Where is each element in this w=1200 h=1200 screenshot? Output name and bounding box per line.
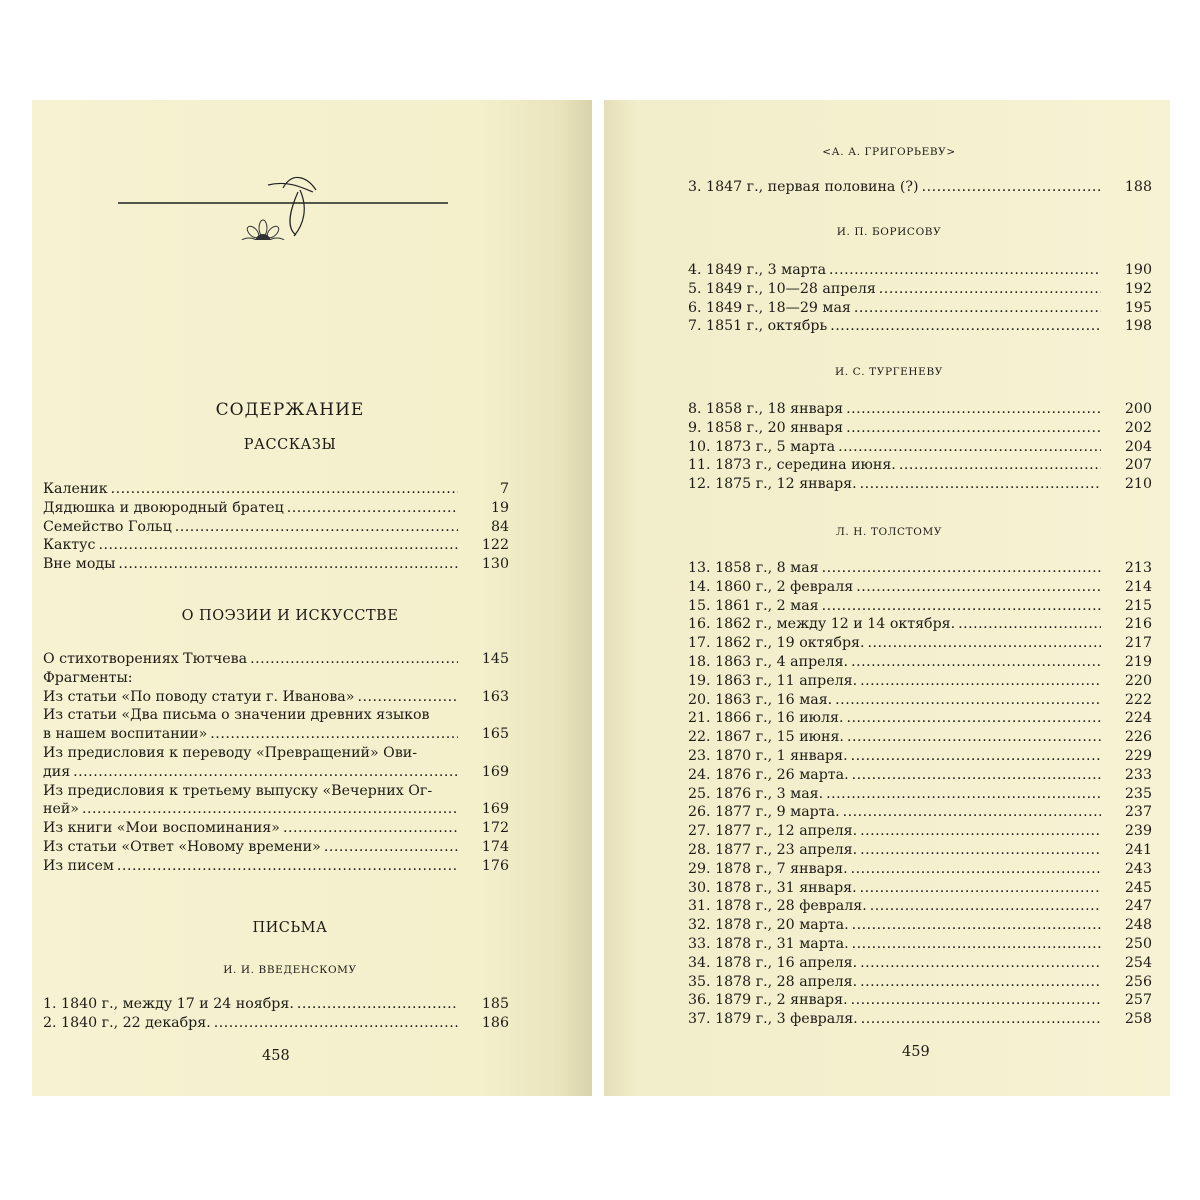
list-item: 2. 1840 г., 22 декабря. ..... 186	[43, 1014, 509, 1033]
list-item: 21. 1866 г., 16 июля. ..... 224	[688, 709, 1152, 728]
letters-turgenev-list	[688, 400, 1152, 494]
page-number-right: 459	[902, 1044, 930, 1060]
list-item: 15. 1861 г., 2 мая ..... 215	[688, 597, 1152, 616]
list-item: 31. 1878 г., 28 февраля. ..... 247	[688, 897, 1152, 916]
list-item: 11. 1873 г., середина июня. ..... 207	[688, 456, 1152, 475]
poetry-list	[43, 650, 509, 876]
page-number-left: 458	[262, 1048, 290, 1064]
letters-vvedensky-list	[43, 995, 509, 1033]
list-item: 36. 1879 г., 2 января. ..... 257	[688, 991, 1152, 1010]
list-item: 3. 1847 г., первая половина (?) ..... 188	[688, 178, 1152, 197]
list-item: 24. 1876 г., 26 марта. ..... 233	[688, 766, 1152, 785]
addressee-vvedensky: И. И. ВВЕДЕНСКОМУ	[223, 964, 357, 976]
list-item: Из статьи «По поводу статуи г. Иванова» ..... 163	[43, 688, 509, 707]
list-item: 27. 1877 г., 12 апреля. ..... 239	[688, 822, 1152, 841]
list-item: 37. 1879 г., 3 февраля. ..... 258	[688, 1010, 1152, 1029]
list-item: Из статьи «Ответ «Новому времени» ..... 174	[43, 838, 509, 857]
list-item: 4. 1849 г., 3 марта ..... 190	[688, 261, 1152, 280]
list-item: 32. 1878 г., 20 марта. ..... 248	[688, 916, 1152, 935]
list-item: 10. 1873 г., 5 марта ..... 204	[688, 438, 1152, 457]
letters-tolstoy-list	[688, 559, 1152, 1029]
list-item: 19. 1863 г., 11 апреля. ..... 220	[688, 672, 1152, 691]
list-item: О стихотворениях Тютчева ..... 145	[43, 650, 509, 669]
right-page	[604, 100, 1170, 1096]
list-item-line: Из статьи «Два письма о значении древних языков	[43, 707, 430, 724]
letters-borisov-list	[688, 261, 1152, 336]
list-item: 25. 1876 г., 3 мая. ..... 235	[688, 785, 1152, 804]
list-item: 30. 1878 г., 31 января. ..... 245	[688, 879, 1152, 898]
list-item: Дядюшка и двоюродный братец ..... 19	[43, 499, 509, 518]
list-item: 35. 1878 г., 28 апреля. ..... 256	[688, 973, 1152, 992]
list-item: 17. 1862 г., 19 октября. ..... 217	[688, 634, 1152, 653]
list-item: 12. 1875 г., 12 января. ..... 210	[688, 475, 1152, 494]
list-item: 7. 1851 г., октябрь ..... 198	[688, 317, 1152, 336]
addressee-tolstoy: Л. Н. ТОЛСТОМУ	[835, 526, 943, 538]
left-page	[32, 100, 592, 1096]
list-item: Семейство Гольц ..... 84	[43, 518, 509, 537]
list-item: 23. 1870 г., 1 января. ..... 229	[688, 747, 1152, 766]
list-item: 16. 1862 г., между 12 и 14 октября. ..... 216	[688, 615, 1152, 634]
section-stories-heading: РАССКАЗЫ	[243, 437, 337, 453]
list-item: 26. 1877 г., 9 марта. ..... 237	[688, 803, 1152, 822]
list-item: в нашем воспитании» ..... 165	[43, 725, 509, 744]
list-item: 9. 1858 г., 20 января ..... 202	[688, 419, 1152, 438]
list-item: 22. 1867 г., 15 июня. ..... 226	[688, 728, 1152, 747]
list-item: 13. 1858 г., 8 мая ..... 213	[688, 559, 1152, 578]
contents-title: СОДЕРЖАНИЕ	[215, 400, 365, 420]
list-item: Вне моды ..... 130	[43, 555, 509, 574]
list-item: 20. 1863 г., 16 мая. ..... 222	[688, 691, 1152, 710]
list-item: 5. 1849 г., 10—28 апреля ..... 192	[688, 280, 1152, 299]
list-item-line: Из предисловия к третьему выпуску «Вечерних Ог-	[43, 782, 433, 799]
list-item: дия ..... 169	[43, 763, 509, 782]
list-item-line: Из предисловия к переводу «Превращений» Ови-	[43, 744, 418, 761]
letters-grigoriev-list	[688, 178, 1152, 197]
list-item: 29. 1878 г., 7 января. ..... 243	[688, 860, 1152, 879]
addressee-grigoriev: <А. А. ГРИГОРЬЕВУ>	[822, 146, 956, 158]
list-item: Из книги «Мои воспоминания» ..... 172	[43, 819, 509, 838]
section-letters-heading: ПИСЬМА	[252, 920, 328, 936]
addressee-turgenev: И. С. ТУРГЕНЕВУ	[835, 366, 943, 378]
list-item: 33. 1878 г., 31 марта. ..... 250	[688, 935, 1152, 954]
list-item: 34. 1878 г., 16 апреля. ..... 254	[688, 954, 1152, 973]
list-item: ней» ..... 169	[43, 800, 509, 819]
list-item: 8. 1858 г., 18 января ..... 200	[688, 400, 1152, 419]
list-item: 6. 1849 г., 18—29 мая ..... 195	[688, 299, 1152, 318]
list-item: Каленик ..... 7	[43, 480, 509, 499]
list-item: Кактус ..... 122	[43, 536, 509, 555]
list-item: Из писем ..... 176	[43, 857, 509, 876]
floral-ornament-icon	[118, 140, 448, 240]
addressee-borisov: И. П. БОРИСОВУ	[836, 226, 942, 238]
list-item: 14. 1860 г., 2 февраля ..... 214	[688, 578, 1152, 597]
section-poetry-heading: О ПОЭЗИИ И ИСКУССТВЕ	[181, 608, 399, 624]
list-item: 18. 1863 г., 4 апреля. ..... 219	[688, 653, 1152, 672]
list-item: 28. 1877 г., 23 апреля. ..... 241	[688, 841, 1152, 860]
list-item: 1. 1840 г., между 17 и 24 ноября. ..... 185	[43, 995, 509, 1014]
fragments-label: Фрагменты:	[43, 669, 133, 686]
stories-list	[43, 480, 509, 574]
